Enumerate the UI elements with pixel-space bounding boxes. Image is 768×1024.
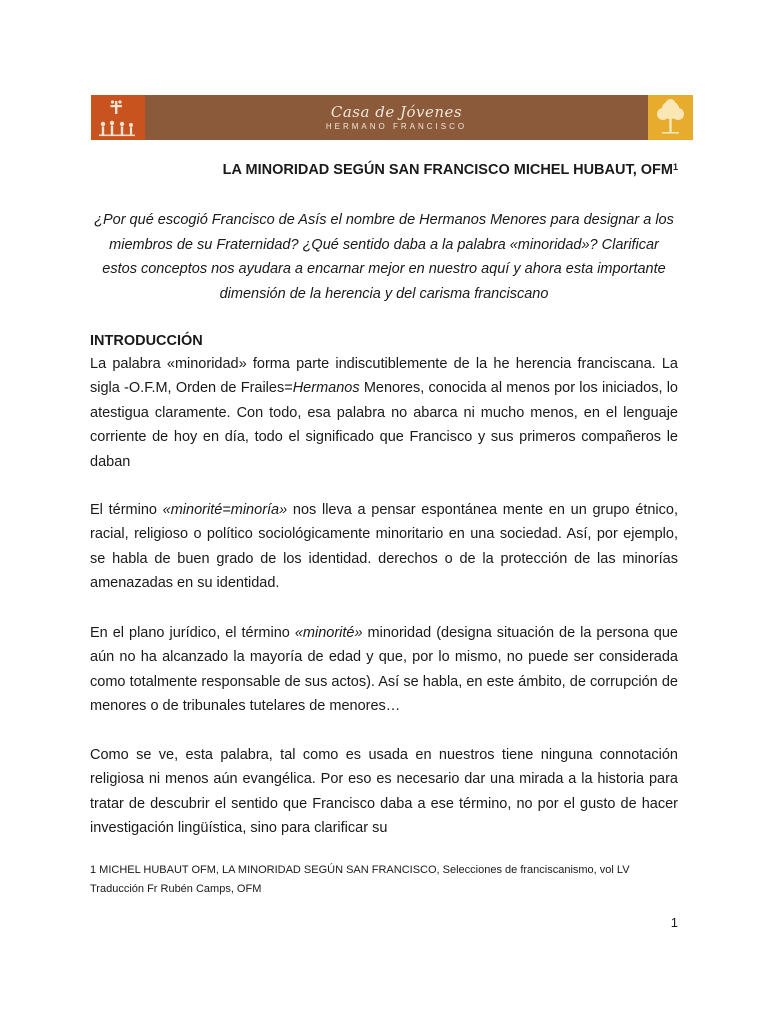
cross-and-figures-icon [91,95,145,140]
abstract: ¿Por qué escogió Francisco de Asís el nombre de Hermanos Menores para designar a los miembros de su Fraternidad? ¿Qué sentido daba a la palabra «minoridad»? Clarificar estos conceptos nos ayudara a encarnar mejor en nuestro aquí y ahora esta importante dimensión de la herencia y del carisma franciscano [94,212,674,302]
paragraph-3-text-b: minoridad (designa situación de la persona que aún no ha alcanzado la mayoría de edad y que, por lo mismo, no puede ser considerada como totalmente responsable de sus actos). Así se habla, en este ámbito, de corrupción de menores o de tribunales tutelares de menores… [90,625,678,715]
paragraph-3 [90,621,678,719]
footnote-line-1: 1 MICHEL HUBAUT OFM, LA MINORIDAD SEGÚN SAN FRANCISCO, Selecciones de franciscanismo, vol LV [90,864,630,876]
page-number: 1 [670,915,678,930]
header-banner [91,95,693,140]
paragraph-2 [90,498,678,596]
banner-left-block [91,95,145,140]
brand-block [145,95,648,140]
paragraph-2-emphasis: «minorité=minoría» [162,502,288,518]
paragraph-2-text-a: El término [90,502,163,518]
document-title-text: LA MINORIDAD SEGÚN SAN FRANCISCO MICHEL HUBAUT, OFM [222,162,673,178]
tree-icon [648,95,693,140]
brand-subtitle: HERMANO FRANCISCO [325,121,468,131]
paragraph-2-text-b: nos lleva a pensar espontánea mente en un grupo étnico, racial, religioso o político sociológicamente minoritario en una sociedad. Así, por ejemplo, se habla de buen grado de los identidad. derechos o de la protección de las minorías amenazadas en su identidad. [90,502,678,592]
document-title [90,160,678,180]
paragraph-1-emphasis: Hermanos [292,380,360,397]
paragraph-1 [90,352,678,474]
paragraph-3-text-a: En el plano jurídico, el término [90,625,295,641]
footnote-line-2: Traducción Fr Rubén Camps, OFM [90,883,262,895]
paragraph-4: Como se ve, esta palabra, tal como es usada en nuestros tiene ninguna connotación religiosa ni menos aún evangélica. Por eso es necesario dar una mirada a la historia para tratar de descubrir el sentido que Francisco daba a ese término, no por el gusto de hacer investigación lingüística, sino para clarificar su [90,747,678,837]
banner-right-block [648,95,693,140]
paragraph-1-text-b: Menores, conocida al menos por los iniciados, lo atestigua claramente. Con todo, esa palabra no abarca ni mucho menos, en el lenguaje corriente de hoy en día, todo el significado que Francisco y sus primeros compañeros le daban [90,380,678,470]
brand-title: Casa de Jóvenes [330,102,463,121]
paragraph-1-text-a: La palabra «minoridad» forma parte indiscutiblemente de la he herencia franciscana. La sigla -O.F.M, Orden de Frailes= [90,356,678,397]
paragraph-3-emphasis: «minorité» [294,625,363,641]
title-footnote-marker: 1 [672,162,678,172]
section-heading-introduccion: INTRODUCCIÓN [90,333,203,349]
footnote [90,861,690,899]
